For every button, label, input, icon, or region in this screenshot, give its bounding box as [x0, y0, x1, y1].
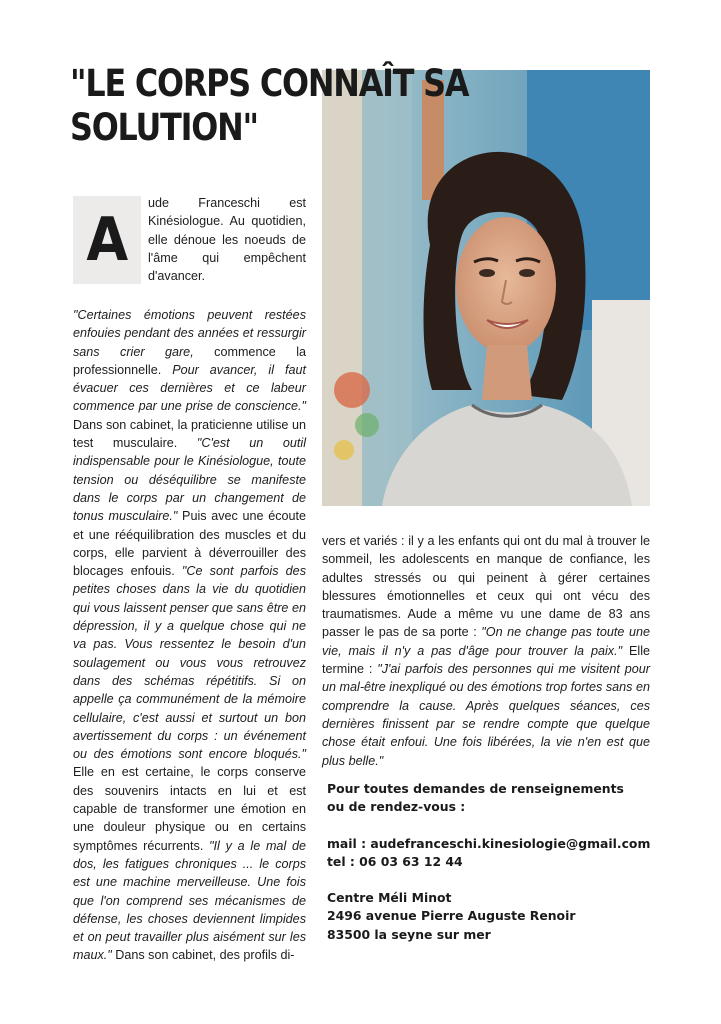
text-3: Puis avec une écoute et une rééquilibration des muscles et du corps, elle parvient à déverrouiller des blocages enfouis.: [73, 509, 307, 579]
title-line-2: SOLUTION": [70, 106, 258, 149]
body-column-1: [73, 306, 306, 965]
text-5: Dans son cabinet, des profils di-: [111, 948, 295, 963]
intro-paragraph: ude Franceschi est Kinésiologue. Au quotidien, elle dénoue les noeuds de l'âme qui empêchent d'avancer.: [148, 196, 306, 284]
quote-7: "J'ai parfois des personnes qui me visitent pour un mal-être inexpliqué ou des émotions trop fortes sans en comprendre la cause. Après quelques séances, ces dernières finissent par se rendre compte que quelque chose était enfoui. Une fois libérées, la vie n'en est que plus belle.": [322, 662, 650, 768]
contact-address-line-2: 83500 la seyne sur mer: [327, 926, 491, 942]
text-1: commence la professionnelle.: [73, 344, 306, 377]
title-line-1: "LE CORPS CONNAÎT SA: [70, 62, 469, 105]
quote-6: "On ne change pas toute une vie, mais il n'y a pas d'âge pour trouver la paix.": [322, 625, 650, 658]
contact-address-line-1: 2496 avenue Pierre Auguste Renoir: [327, 908, 576, 924]
text-6: vers et variés : il y a les enfants qui ont du mal à trouver le sommeil, les adolescents en manque de confiance, les adultes stressés ou qui peinent à gérer certaines blessures émotionnelles et ceux qui ont vécu des traumatismes. Aude a même vu une dame de 83 ans passer le pas de sa porte :: [322, 534, 650, 640]
contact-phone[interactable]: tel : 06 03 63 12 44: [327, 853, 463, 869]
contact-intro-line-2: ou de rendez-vous :: [327, 799, 466, 815]
quote-5: "Il y a le mal de dos, les fatigues chroniques ... le corps est une machine merveilleuse. Une fois que l'on comprend ses mécanismes de défense, les choses deviennent limpides et on peut travailler plus aisément sur les maux.": [73, 838, 306, 963]
drop-cap: A: [86, 205, 128, 275]
quote-1: "Certaines émotions peuvent restées enfouies pendant des années et ressurgir sans crier gare,: [73, 308, 306, 359]
quote-2: Pour avancer, il faut évacuer ces dernières et ce labeur commence par une prise de conscience.": [73, 362, 306, 414]
text-2: Dans son cabinet, la praticienne utilise un test musculaire.: [73, 417, 306, 451]
quote-4: "Ce sont parfois des petites choses dans la vie du quotidien qui vous laissent penser que sans être en dépression, il y a quelque chose qui ne va pas. Vous ressentez le besoin d'un soulagement ou vous vous retrouvez dans des schémas répétitifs. Si on appelle ça communément de la mémoire cellulaire, c'est aussi et surtout un bon avertissement du corps : un événement ou des émotions sont encore bloqués.": [73, 564, 306, 762]
article-title: [70, 62, 469, 150]
contact-block: [327, 780, 651, 944]
text-4: Elle en est certaine, le corps conserve des souvenirs intacts en lui et est capable de transformer une émotion en une douleur physique ou en certains symptômes récurrents.: [73, 765, 306, 853]
quote-3: "C'est un outil indispensable pour le Kinésiologue, toute tension ou déséquilibre se manifeste dans le corps par un changement de tonus musculaire.": [73, 436, 306, 524]
contact-place-name: Centre Méli Minot: [327, 890, 452, 906]
text-7: Elle termine :: [322, 643, 651, 677]
drop-cap-box: [73, 196, 141, 284]
contact-email[interactable]: mail : audefranceschi.kinesiologie@gmail.com: [327, 835, 651, 851]
body-column-2: [322, 532, 650, 770]
contact-intro-line-1: Pour toutes demandes de renseignements: [327, 781, 624, 796]
